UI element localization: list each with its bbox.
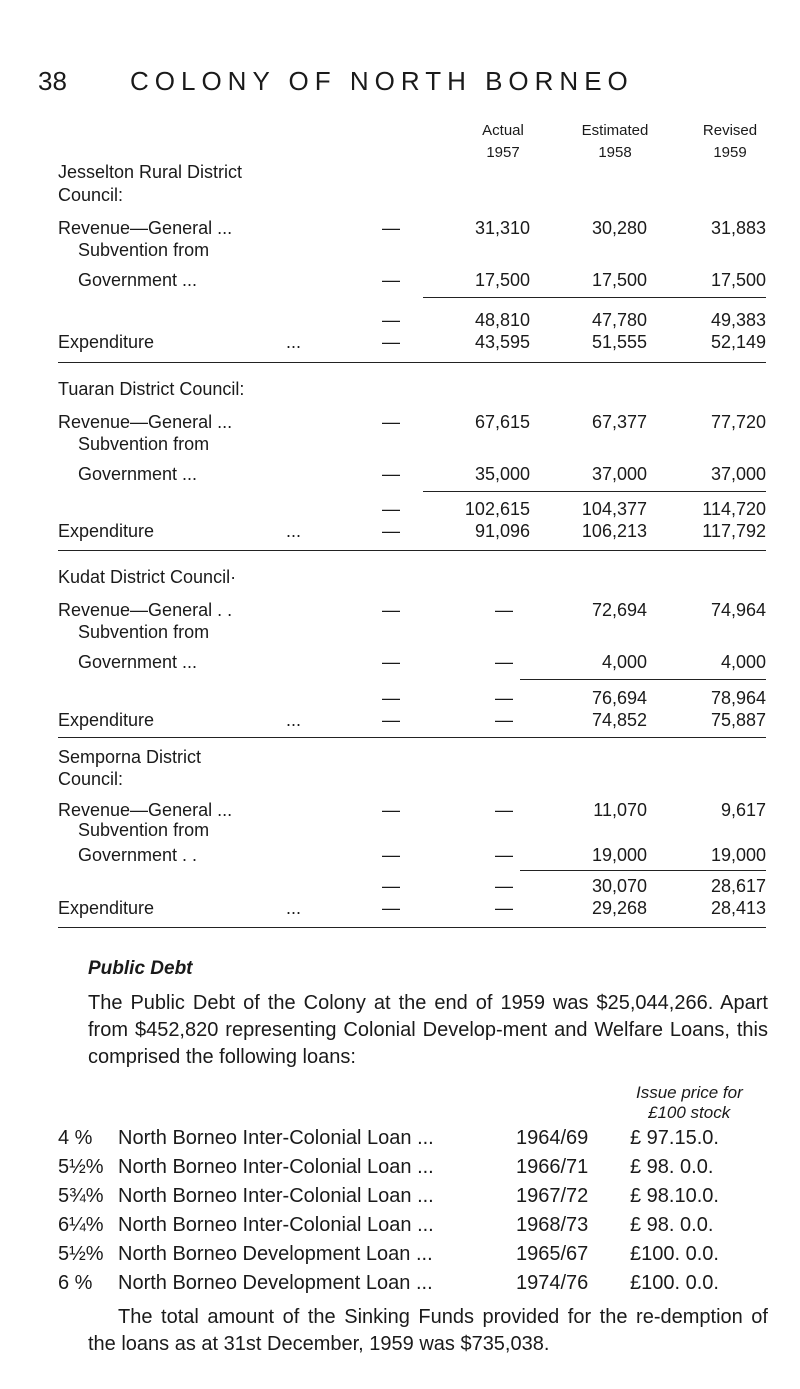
dash: —	[495, 876, 513, 896]
section-title: Council:	[58, 185, 124, 205]
section-title: Kudat District Council·	[58, 567, 237, 587]
subtotal-rule	[423, 297, 766, 298]
revenue-estimated: 11,070	[593, 800, 647, 820]
total-estimated: 30,070	[591, 876, 647, 896]
dash: —	[382, 652, 400, 672]
revenue-actual: 31,310	[474, 218, 530, 238]
revenue-label: Revenue—General . .	[58, 600, 233, 620]
total-estimated: 47,780	[591, 310, 647, 330]
dash: —	[495, 898, 513, 918]
total-estimated: 76,694	[591, 688, 647, 708]
public-debt-paragraph: The Public Debt of the Colony at the end of 1959 was $25,044,266. Apart from $452,820 representing Colonial Develop-ment and Welfare Loans, this comprised the following loans:	[88, 992, 768, 1068]
dash: —	[382, 521, 400, 541]
loan-issue-price: £100. 0.0.	[630, 1272, 719, 1294]
subvention-revised: 17,500	[710, 270, 766, 290]
loan-rate: 5¾%	[58, 1185, 104, 1207]
subtotal-rule	[520, 870, 766, 871]
loan-period: 1968/73	[516, 1214, 589, 1236]
section-title: Council:	[58, 769, 124, 789]
subvention-estimated: 19,000	[591, 845, 647, 865]
loan-rate: 5½%	[58, 1156, 104, 1178]
running-title: COLONY OF NORTH BORNEO	[130, 66, 634, 96]
dash: —	[495, 800, 513, 820]
closing-paragraph: The total amount of the Sinking Funds provided for the re-demption of the loans as at 31st December, 1959 was $735,038.	[88, 1306, 768, 1355]
revenue-label: Revenue—General ...	[58, 800, 233, 820]
revenue-label: Revenue—General ...	[58, 218, 233, 238]
subvention-label: Government . .	[78, 845, 198, 865]
expenditure-label: Expenditure	[58, 521, 155, 541]
section-rule	[58, 737, 766, 738]
loan-period: 1965/67	[516, 1243, 589, 1265]
revenue-revised: 31,883	[710, 218, 766, 238]
dash: —	[382, 710, 400, 730]
expenditure-estimated: 106,213	[581, 521, 647, 541]
loan-rate: 5½%	[58, 1243, 104, 1265]
subvention-label: Subvention from	[78, 820, 210, 840]
total-revised: 78,964	[710, 688, 766, 708]
subvention-revised: 4,000	[720, 652, 766, 672]
subvention-revised: 37,000	[710, 464, 766, 484]
column-header-estimated	[560, 120, 670, 164]
revenue-revised: 74,964	[710, 600, 766, 620]
column-header-revised	[675, 120, 785, 164]
revenue-actual: 67,615	[474, 412, 530, 432]
subvention-label: Subvention from	[78, 434, 210, 454]
loan-name: North Borneo Inter-Colonial Loan ...	[118, 1127, 434, 1149]
expenditure-actual: 43,595	[474, 332, 530, 352]
leader-dots: ...	[286, 710, 302, 730]
subvention-estimated: 4,000	[601, 652, 647, 672]
loan-name: North Borneo Development Loan ...	[118, 1243, 433, 1265]
public-debt-heading: Public Debt	[88, 958, 193, 979]
loan-issue-price: £ 98. 0.0.	[630, 1214, 714, 1236]
revenue-estimated: 72,694	[591, 600, 647, 620]
loan-issue-price: £100. 0.0.	[630, 1243, 719, 1265]
subvention-label: Government ...	[78, 270, 198, 290]
subvention-estimated: 17,500	[591, 270, 647, 290]
subvention-actual: 35,000	[474, 464, 530, 484]
total-actual: 102,615	[464, 499, 530, 519]
dash: —	[495, 845, 513, 865]
column-label: Estimated	[581, 122, 649, 139]
expenditure-actual: 91,096	[474, 521, 530, 541]
expenditure-estimated: 74,852	[591, 710, 647, 730]
page-number: 38	[38, 66, 67, 96]
revenue-revised: 9,617	[720, 800, 766, 820]
loan-period: 1967/72	[516, 1185, 589, 1207]
issue-price-subheader: £100 stock	[648, 1103, 731, 1122]
dash: —	[382, 499, 400, 519]
loan-period: 1966/71	[516, 1156, 589, 1178]
subtotal-rule	[520, 679, 766, 680]
expenditure-revised: 75,887	[710, 710, 766, 730]
revenue-label: Revenue—General ...	[58, 412, 233, 432]
loan-rate: 6 %	[58, 1272, 93, 1294]
leader-dots: ...	[286, 898, 302, 918]
loan-name: North Borneo Inter-Colonial Loan ...	[118, 1185, 434, 1207]
loan-issue-price: £ 98.10.0.	[630, 1185, 719, 1207]
dash: —	[382, 600, 400, 620]
loan-period: 1974/76	[516, 1272, 589, 1294]
dash: —	[495, 652, 513, 672]
section-title: Semporna District	[58, 747, 202, 767]
dash: —	[495, 600, 513, 620]
dash: —	[382, 412, 400, 432]
loan-rate: 6¼%	[58, 1214, 104, 1236]
expenditure-estimated: 51,555	[591, 332, 647, 352]
issue-price-header: Issue price for	[636, 1083, 743, 1102]
column-year: 1957	[486, 144, 520, 161]
loan-name: North Borneo Inter-Colonial Loan ...	[118, 1156, 434, 1178]
section-rule	[58, 362, 766, 363]
total-revised: 49,383	[710, 310, 766, 330]
subvention-label: Government ...	[78, 464, 198, 484]
loan-rate: 4 %	[58, 1127, 93, 1149]
total-estimated: 104,377	[581, 499, 647, 519]
subtotal-rule	[423, 491, 766, 492]
total-revised: 28,617	[710, 876, 766, 896]
dash: —	[382, 898, 400, 918]
revenue-estimated: 67,377	[591, 412, 647, 432]
subvention-label: Subvention from	[78, 240, 210, 260]
dash: —	[495, 710, 513, 730]
dash: —	[382, 310, 400, 330]
expenditure-label: Expenditure	[58, 898, 155, 918]
column-label: Revised	[702, 122, 758, 139]
subvention-revised: 19,000	[710, 845, 766, 865]
loan-issue-price: £ 98. 0.0.	[630, 1156, 714, 1178]
dash: —	[382, 464, 400, 484]
dash: —	[382, 688, 400, 708]
expenditure-revised: 52,149	[710, 332, 766, 352]
revenue-revised: 77,720	[710, 412, 766, 432]
dash: —	[382, 845, 400, 865]
expenditure-label: Expenditure	[58, 710, 155, 730]
expenditure-estimated: 29,268	[591, 898, 647, 918]
leader-dots: ...	[286, 521, 302, 541]
loan-name: North Borneo Development Loan ...	[118, 1272, 433, 1294]
subvention-actual: 17,500	[474, 270, 530, 290]
expenditure-revised: 28,413	[710, 898, 766, 918]
leader-dots: ...	[286, 332, 302, 352]
loan-period: 1964/69	[516, 1127, 589, 1149]
subvention-label: Subvention from	[78, 622, 210, 642]
dash: —	[382, 218, 400, 238]
dash: —	[382, 876, 400, 896]
dash: —	[495, 688, 513, 708]
total-actual: 48,810	[474, 310, 530, 330]
loan-issue-price: £ 97.15.0.	[630, 1127, 719, 1149]
subvention-estimated: 37,000	[591, 464, 647, 484]
section-rule	[58, 927, 766, 928]
expenditure-revised: 117,792	[702, 521, 766, 541]
column-year: 1959	[713, 144, 747, 161]
column-label: Actual	[482, 122, 524, 139]
loan-name: North Borneo Inter-Colonial Loan ...	[118, 1214, 434, 1236]
dash: —	[382, 800, 400, 820]
dash: —	[382, 270, 400, 290]
subvention-label: Government ...	[78, 652, 198, 672]
section-title: Jesselton Rural District	[58, 162, 243, 182]
column-year: 1958	[598, 144, 632, 161]
column-header-actual	[448, 120, 558, 164]
revenue-estimated: 30,280	[591, 218, 647, 238]
dash: —	[382, 332, 400, 352]
section-title: Tuaran District Council:	[58, 379, 245, 399]
total-revised: 114,720	[702, 499, 766, 519]
expenditure-label: Expenditure	[58, 332, 155, 352]
section-rule	[58, 550, 766, 551]
